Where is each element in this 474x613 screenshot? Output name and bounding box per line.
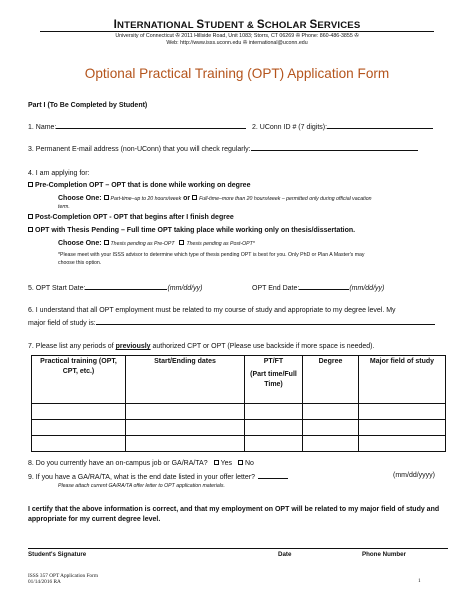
end-date-input[interactable] [299,283,349,290]
header-dates: Start/Ending dates [126,356,245,404]
ga-offer-note: Please attach current GA/RA/TA offer letter to OPT application materials. [58,483,225,489]
id-label: 2. UConn ID # (7 digits): [252,124,328,131]
header-address-block [0,33,474,48]
signature-label: Student's Signature [28,551,87,558]
email-input[interactable] [251,144,418,151]
phone-label: Phone Number [362,551,407,558]
ga-end-date-label: 9. If you have a GA/RA/TA, what is the end date listed in your offer letter? [28,474,255,481]
header-training-type: Practical training (OPT, CPT, etc.) [32,356,126,404]
thesis-note-line1: *Please meet with your ISSS advisor to determine which type of thesis pending OPT is best for you. Only PhD or Plan A Master's may [58,252,365,258]
table-cell[interactable] [32,420,126,436]
start-date-row [28,283,202,294]
table-cell[interactable] [359,404,446,420]
thesis-pre-label: Thesis pending as Pre-OPT [110,241,175,247]
header-degree: Degree [303,356,359,404]
q7-text-post: authorized CPT or OPT (Please use backside if more space is needed). [150,343,375,350]
start-date-label: 5. OPT Start Date: [28,285,86,292]
table-cell[interactable] [126,436,245,452]
uconn-id-input[interactable] [327,122,433,129]
pre-choose-row [58,195,372,204]
prior-authorizations-label [28,343,374,352]
table-cell[interactable] [126,420,245,436]
name-label: 1. Name: [28,124,57,131]
org-part: NTERNATIONAL [117,20,197,31]
table-cell[interactable] [303,420,359,436]
footer-date: 01/14/2016 RA [28,579,61,585]
post-completion-checkbox[interactable] [28,214,33,219]
table-cell[interactable] [303,436,359,452]
q7-text-pre: 7. Please list any periods of [28,343,116,350]
thesis-post-checkbox[interactable] [179,240,184,245]
form-title: Optional Practical Training (OPT) Application Form [84,66,390,81]
org-part: CHOLAR [264,20,310,31]
thesis-row [28,227,355,236]
name-input[interactable] [56,122,246,129]
header-ptft [245,356,303,404]
email-field-row [28,144,418,155]
table-cell[interactable] [303,404,359,420]
no-checkbox[interactable] [238,460,243,465]
choose-label: Choose One: [58,240,102,247]
header-rule [40,31,434,32]
thesis-pending-label: OPT with Thesis Pending – Full time OPT taking place while working only on thesis/dissertation. [35,227,356,234]
thesis-pre-checkbox[interactable] [104,240,109,245]
thesis-note-line2: choose this option. [58,260,102,266]
end-date-format: (mm/dd/yy) [349,285,385,292]
header-major: Major field of study [359,356,446,404]
table-cell[interactable] [126,404,245,420]
org-part: TUDENT & [204,20,257,31]
major-row [28,318,435,329]
part-time-label: Part-time–up to 20 hours/week [110,196,182,202]
date-label: Date [278,551,292,558]
table-cell[interactable] [359,436,446,452]
signature-line[interactable] [28,548,448,549]
table-row [32,420,446,436]
campus-job-label: 8. Do you currently have an on-campus job or GA/RA/TA? [28,460,208,467]
yes-label: Yes [220,460,232,467]
table-row [32,404,446,420]
ga-end-date-row [28,472,288,483]
org-part: ERVICES [317,20,361,31]
applying-label: 4. I am applying for: [28,170,90,177]
part-heading: Part I (To Be Completed by Student) [28,102,148,109]
thesis-choose-row [58,240,255,249]
end-date-row [252,283,384,294]
header-ptft-sub: (Part time/Full Time) [250,371,297,388]
thesis-post-label: Thesis pending as Post-OPT* [186,241,255,247]
post-completion-row [28,214,234,223]
footer-form-id: ISSS 357 OPT Application Form [28,573,98,579]
table-cell[interactable] [245,420,303,436]
yes-checkbox[interactable] [214,460,219,465]
part-time-checkbox[interactable] [104,195,109,200]
table-cell[interactable] [359,420,446,436]
name-field-row [28,122,246,133]
start-date-format: (mm/dd/yy) [167,285,203,292]
choose-label: Choose One: [58,195,102,202]
id-field-row [252,122,433,133]
end-date-label: OPT End Date: [252,285,300,292]
campus-job-row [28,460,254,469]
prior-training-table [31,355,446,452]
major-statement-line1: 6. I understand that all OPT employment must be related to my course of study and appropriate to my degree level. My [28,307,396,314]
org-name [0,18,474,31]
thesis-pending-checkbox[interactable] [28,227,33,232]
pre-completion-row [28,182,250,191]
start-date-input[interactable] [85,283,167,290]
table-row [32,436,446,452]
header-web: Web: http://www.isss.uconn.edu ✇ international@uconn.edu [166,40,308,47]
full-time-label: Full-time–more than 20 hours/week – permitted only during official vacation [199,196,372,202]
table-header-row [32,356,446,404]
org-letter: S [196,18,205,31]
full-time-checkbox[interactable] [192,195,197,200]
major-label: major field of study is: [28,320,96,327]
term-label: term. [58,204,70,210]
page-number: 1 [418,578,421,584]
major-field-input[interactable] [96,318,435,325]
org-letter: S [256,18,265,31]
org-letter: I [113,18,117,31]
header-address: University of Connecticut ✇ 2011 Hillside Road, Unit 1083; Storrs, CT 06269 ✇ Phone: 860-486-3855 ✇ [115,33,359,39]
post-completion-label: Post-Completion OPT - OPT that begins after I finish degree [35,214,234,221]
email-label: 3. Permanent E-mail address (non-UConn) that you will check regularly: [28,146,251,153]
pre-completion-checkbox[interactable] [28,182,33,187]
no-label: No [244,460,254,467]
or-label: or [183,195,191,202]
org-letter: S [309,18,318,31]
header-ptft-title: PT/FT [263,358,284,365]
pre-completion-label: Pre-Completion OPT – OPT that is done while working on degree [35,182,251,189]
table-cell[interactable] [32,436,126,452]
table-cell[interactable] [32,404,126,420]
table-cell[interactable] [245,436,303,452]
certify-line1: I certify that the above information is correct, and that my employment on OPT will be related to my major field of study and [28,506,440,513]
certify-line2: appropriate for my current degree level. [28,516,161,523]
ga-end-date-input-a[interactable] [258,472,288,479]
q7-text-bold: previously [115,343,151,350]
ga-end-date-format: (mm/dd/yyyy) [393,472,435,479]
table-cell[interactable] [245,404,303,420]
